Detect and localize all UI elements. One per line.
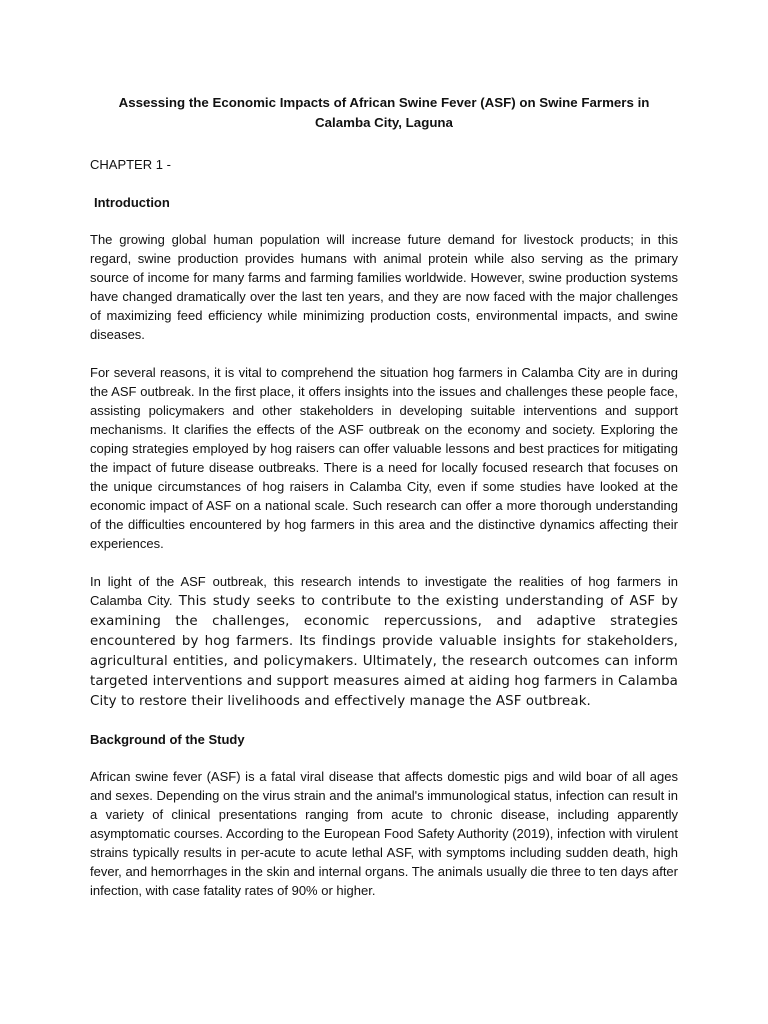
intro-paragraph-1: The growing global human population will increase future demand for livestock products; in this regard, swine production provides humans with animal protein while also serving as the primary source of income for many farms and farming families worldwide. However, swine production systems have changed dramatically over the last ten years, and they are now faced with the major challenges of maximizing feed efficiency while minimizing production costs, environmental impacts, and swine diseases.	[90, 232, 678, 342]
intro-paragraph-3-continuation: This study seeks to contribute to the existing understanding of ASF by examining the challenges, economic repercussions, and adaptive strategies encountered by hog farmers. Its findings provide valuable insights for stakeholders, agricultural entities, and policymakers. Ultimately, the research outcomes can inform targeted interventions and support measures aimed at aiding hog farmers in Calamba City to restore their livelihoods and effectively manage the ASF outbreak.	[90, 594, 678, 709]
intro-paragraph-3-lead: In light of the ASF outbreak, this research intends to investigate the realities of hog farmers in Calamba City.	[90, 574, 678, 608]
document-title: Assessing the Economic Impacts of African Swine Fever (ASF) on Swine Farmers in Calamba City, Laguna	[118, 95, 650, 130]
intro-paragraph-3	[90, 572, 678, 711]
background-heading: Background of the Study	[90, 732, 245, 747]
document-content	[90, 93, 678, 919]
intro-paragraph-2: For several reasons, it is vital to comprehend the situation hog farmers in Calamba City are in during the ASF outbreak. In the first place, it offers insights into the issues and challenges these people face, assisting policymakers and other stakeholders in developing suitable interventions and support mechanisms. It clarifies the effects of the ASF outbreak on the economy and society. Exploring the coping strategies employed by hog raisers can offer valuable lessons and best practices for mitigating the impact of future disease outbreaks. There is a need for locally focused research that focuses on the unique circumstances of hog raisers in Calamba City, even if some studies have looked at the economic impact of ASF on a national scale. Such research can offer a more thorough understanding of the difficulties encountered by hog farmers in this area and the distinctive dynamics affecting their experiences.	[90, 365, 678, 551]
background-paragraph: African swine fever (ASF) is a fatal viral disease that affects domestic pigs and wild boar of all ages and sexes. Depending on the virus strain and the animal's immunological status, infection can result in a variety of clinical presentations ranging from acute to chronic disease, including apparently asymptomatic courses. According to the European Food Safety Authority (2019), infection with virulent strains typically results in per-acute to acute lethal ASF, with symptoms including sudden death, high fever, and hemorrhages in the skin and internal organs. The animals usually die three to ten days after infection, with case fatality rates of 90% or higher.	[90, 769, 678, 898]
chapter-label: CHAPTER 1 -	[90, 157, 171, 172]
introduction-heading: Introduction	[94, 195, 170, 210]
